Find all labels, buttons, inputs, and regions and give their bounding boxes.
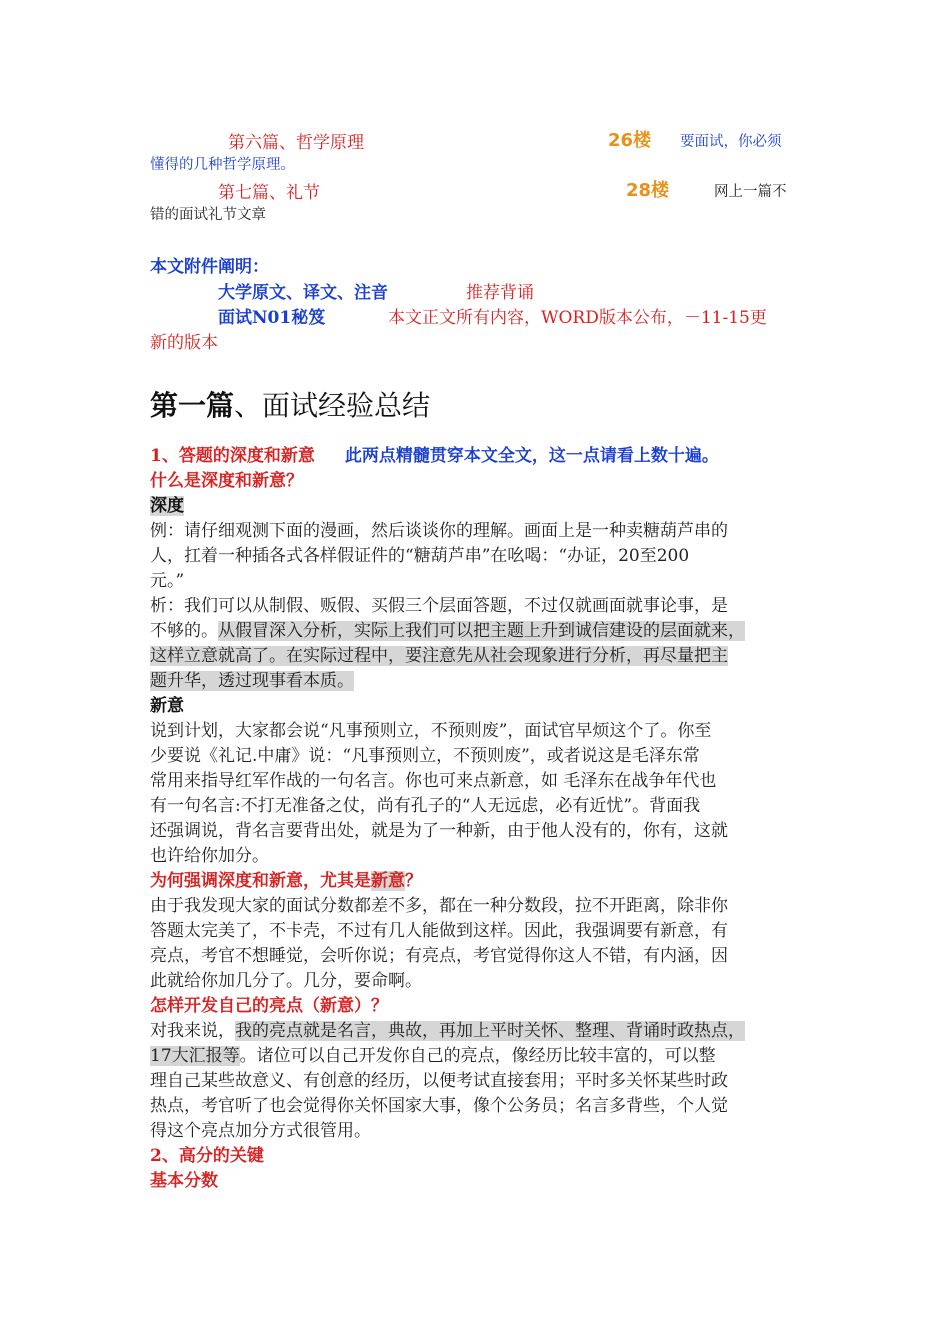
toc-entry-7 — [150, 176, 810, 223]
example-line: 元。” — [150, 571, 185, 591]
attachment-item2-note-cont: 新的版本 — [150, 333, 218, 353]
toc-desc-cont: 错的面试礼节文章 — [150, 207, 266, 223]
toc-desc: 要面试，你必须 — [680, 134, 782, 150]
toc-title: 第七篇、礼节 — [218, 183, 320, 203]
chapter-title-rest: 、面试经验总结 — [234, 389, 431, 422]
question-why-end: ？ — [405, 871, 422, 891]
how-text: 对我来说， — [150, 1021, 235, 1041]
why-line: 亮点，考官不想睡觉，会听你说；有亮点，考官觉得你这人不错，有内涵，因 — [150, 946, 728, 966]
question-why — [150, 869, 815, 894]
section-2-sub: 基本分数 — [150, 1171, 218, 1191]
how-text: 。诸位可以自己开发你自己的亮点，像经历比较丰富的，可以整 — [239, 1046, 716, 1066]
toc-desc-cont: 懂得的几种哲学原理。 — [150, 157, 295, 173]
toc-desc: 网上一篇不 — [714, 184, 787, 200]
how-line: 理自己某些故意义、有创意的经历，以便考试直接套用；平时多关怀某些时政 — [150, 1071, 728, 1091]
how-line — [150, 1019, 815, 1044]
analysis-line — [150, 644, 815, 669]
depth-label: 深度 — [150, 496, 184, 516]
why-line: 答题太完美了，不卡壳，不过有几人能做到这样。因此，我强调要有新意，有 — [150, 921, 728, 941]
how-line — [150, 1044, 815, 1069]
analysis-highlight: 这样立意就高了。在实际过程中，要注意先从社会现象进行分析，再尽量把主 — [150, 646, 728, 666]
section-2-heading: 2、高分的关键 — [150, 1146, 264, 1166]
question-what: 什么是深度和新意？ — [150, 471, 303, 491]
section-1-heading: 1、答题的深度和新意 — [150, 446, 315, 466]
section-1-heading-line — [150, 444, 815, 469]
new-line: 少要说《礼记.中庸》说：“凡事预则立，不预则废”，或者说这是毛泽东常 — [150, 746, 700, 766]
analysis-highlight: 题升华，透过现事看本质。 — [150, 671, 354, 691]
attachment-item2-note: 本文正文所有内容，WORD版本公布，－11-15更 — [388, 308, 767, 328]
example-line: 人，扛着一种插各式各样假证件的“糖葫芦串”在吆喝：“办证，20至200 — [150, 546, 690, 566]
toc-title: 第六篇、哲学原理 — [228, 133, 364, 153]
analysis-text: 不够的。 — [150, 621, 218, 641]
toc-floor: 26楼 — [608, 130, 652, 151]
new-label: 新意 — [150, 696, 184, 716]
attachment-item1-note: 推荐背诵 — [466, 283, 534, 303]
how-highlight: 17大汇报等 — [150, 1046, 240, 1066]
toc-floor: 28楼 — [626, 180, 670, 201]
how-highlight: 我的亮点就是名言，典故，再加上平时关怀、整理、背诵时政热点， — [235, 1021, 745, 1041]
how-line: 热点，考官听了也会觉得你关怀国家大事，像个公务员；名言多背些，个人觉 — [150, 1096, 728, 1116]
analysis-line — [150, 669, 815, 694]
section-1-note: 此两点精髓贯穿本文全文，这一点请看上数十遍。 — [344, 446, 719, 466]
attachment-item2-label: 面试N01秘笈 — [218, 308, 326, 328]
why-line: 此就给你加几分了。几分，要命啊。 — [150, 971, 422, 991]
new-line: 有一句名言:不打无准备之仗，尚有孔子的“人无远虑，必有近忧”。背面我 — [150, 796, 701, 816]
attachment-item1-label: 大学原文、译文、注音 — [218, 283, 388, 303]
question-why-text: 为何强调深度和新意，尤其是 — [150, 871, 371, 891]
why-line: 由于我发现大家的面试分数都差不多，都在一种分数段，拉不开距离，除非你 — [150, 896, 728, 916]
analysis-highlight: 从假冒深入分析，实际上我们可以把主题上升到诚信建设的层面就来， — [218, 621, 745, 641]
new-line: 也许给你加分。 — [150, 846, 269, 866]
question-how: 怎样开发自己的亮点（新意）？ — [150, 996, 388, 1016]
example-line: 例：请仔细观测下面的漫画，然后谈谈你的理解。画面上是一种卖糖葫芦串的 — [150, 521, 728, 541]
question-why-highlight: 新意 — [371, 871, 405, 891]
new-line: 常用来指导红军作战的一句名言。你也可来点新意，如 毛泽东在战争年代也 — [150, 771, 717, 791]
new-line: 还强调说，背名言要背出处，就是为了一种新，由于他人没有的，你有，这就 — [150, 821, 728, 841]
depth-label-line — [150, 494, 815, 519]
analysis-line — [150, 619, 815, 644]
analysis-line: 析：我们可以从制假、贩假、买假三个层面答题，不过仅就画面就事论事，是 — [150, 596, 728, 616]
chapter-title — [150, 384, 430, 424]
toc-entry-6 — [150, 126, 810, 173]
chapter-title-bold: 第一篇 — [150, 389, 235, 422]
attachment-heading: 本文附件阐明： — [150, 257, 269, 277]
new-line: 说到计划，大家都会说“凡事预则立，不预则废”，面试官早烦这个了。你至 — [150, 721, 712, 741]
how-line: 得这个亮点加分方式很管用。 — [150, 1121, 371, 1141]
body-text — [150, 444, 815, 1194]
